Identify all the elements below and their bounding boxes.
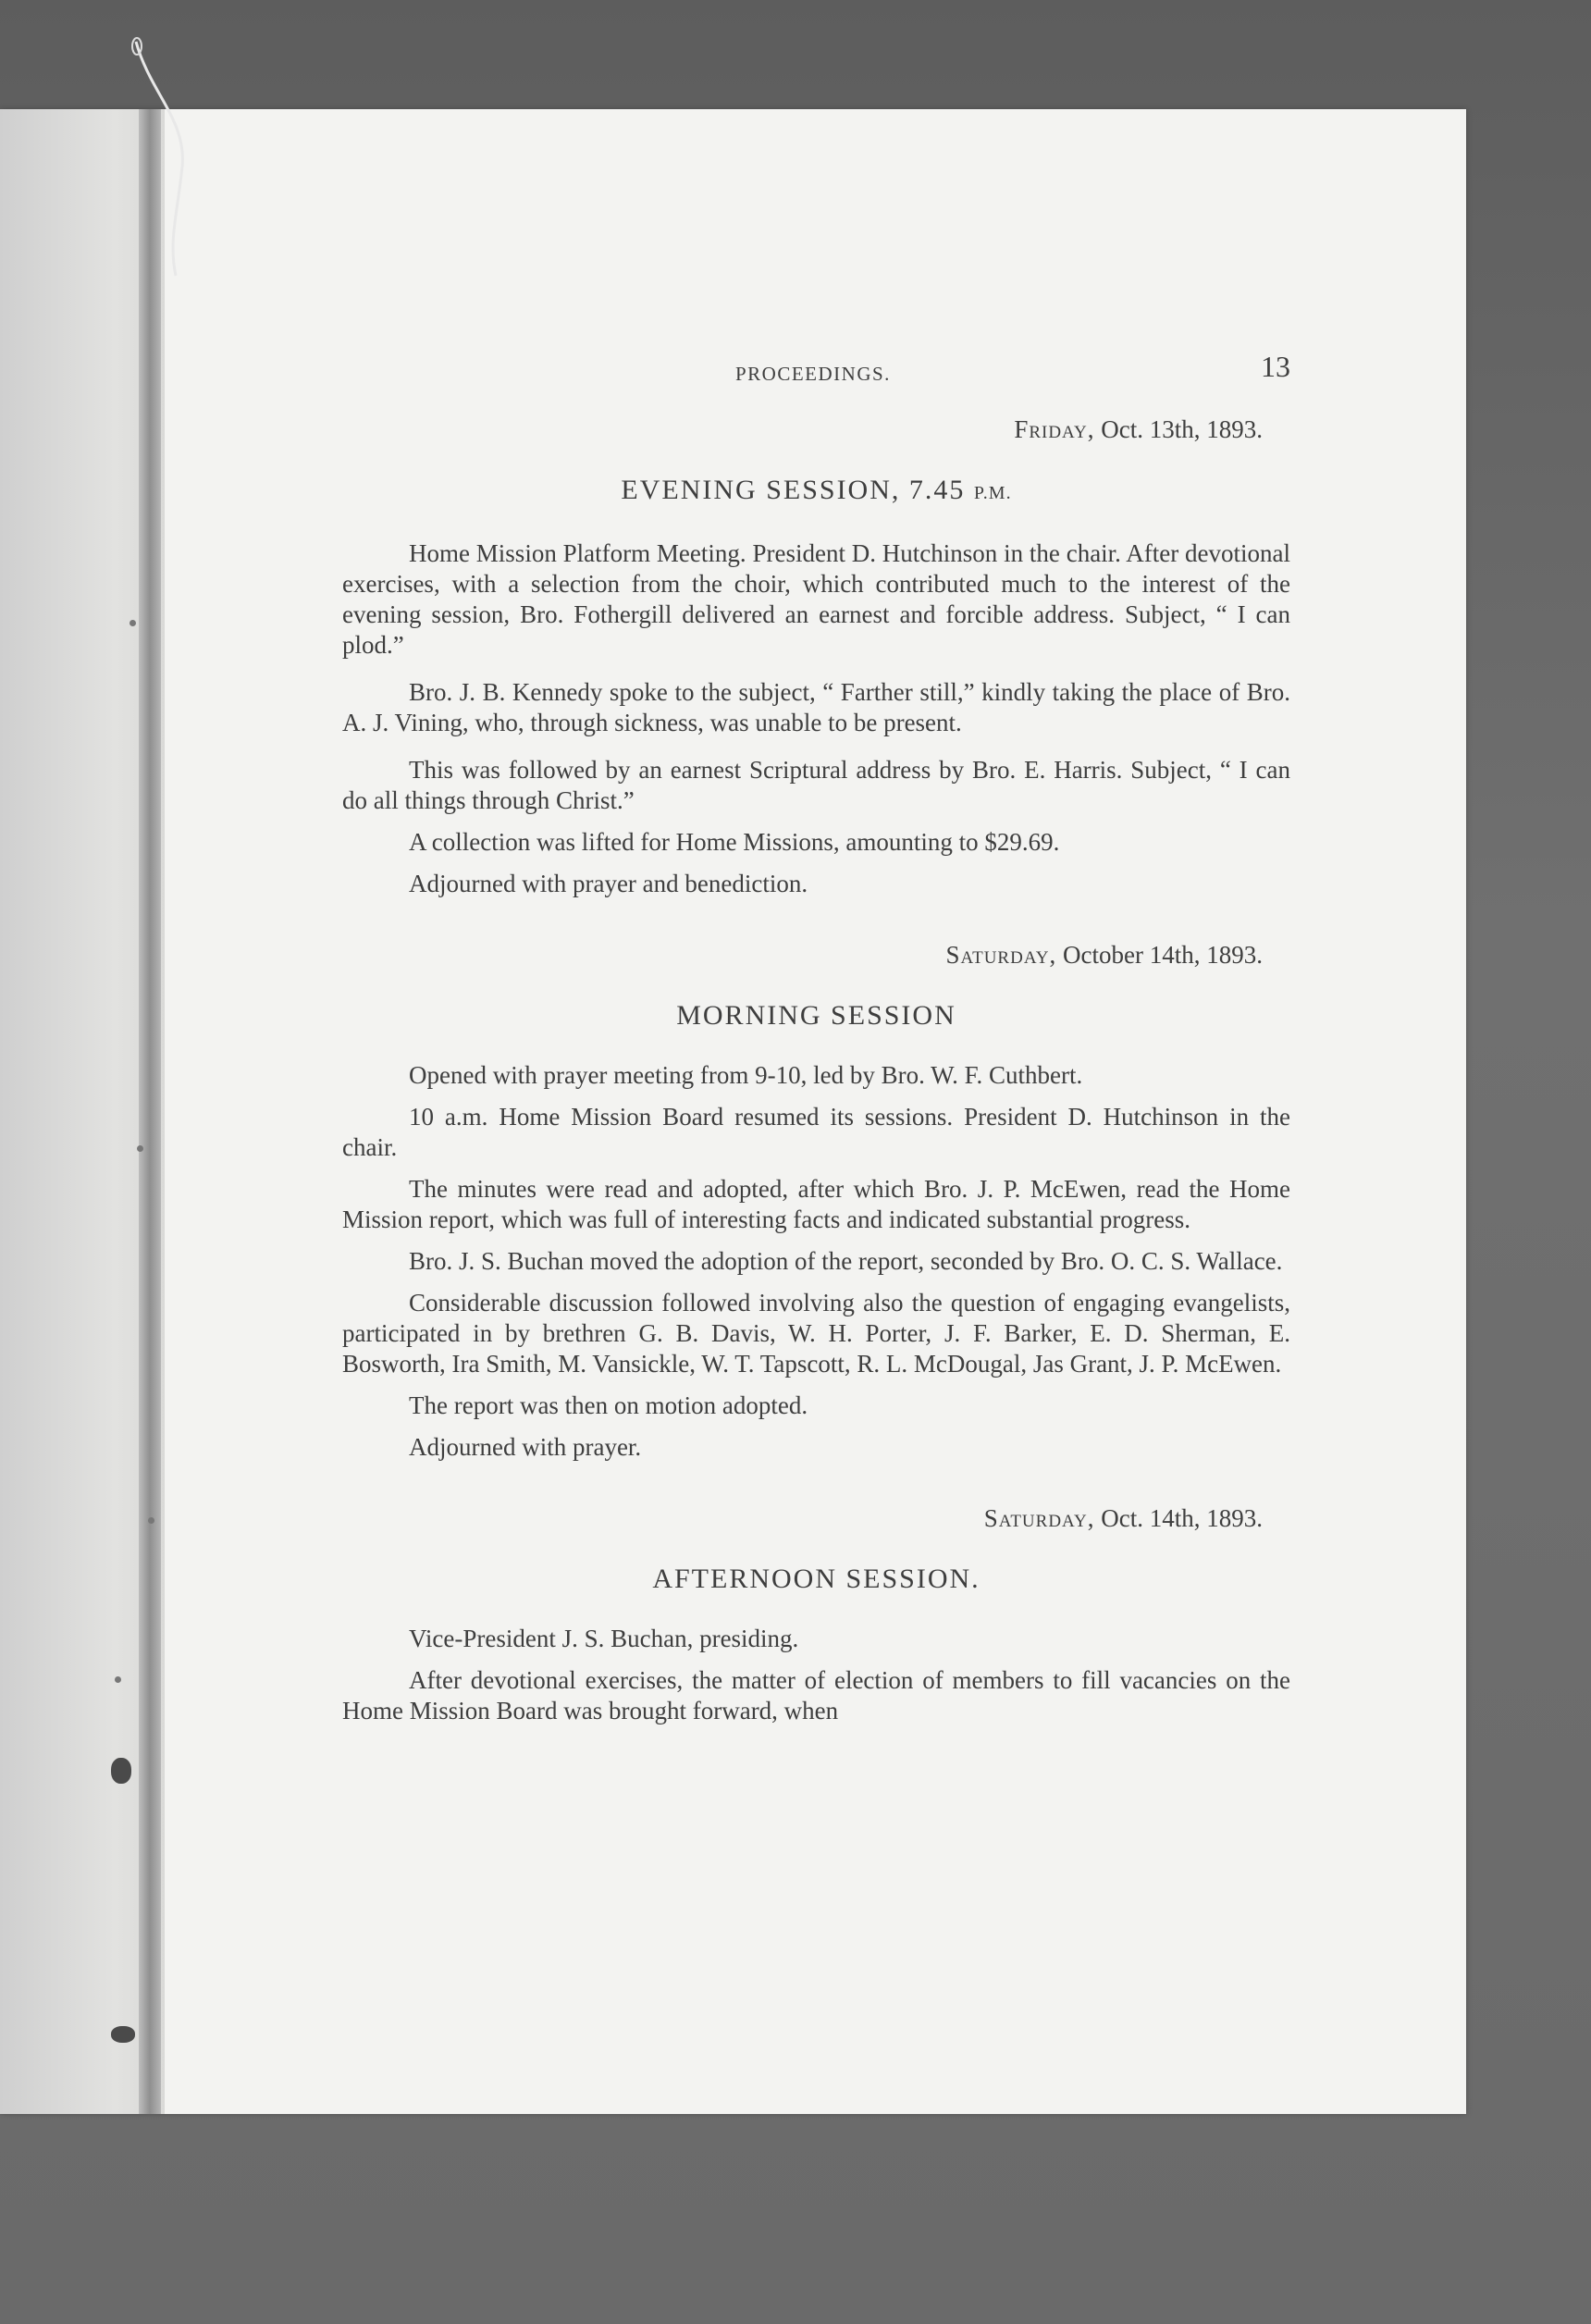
- dateline: [342, 1503, 1263, 1534]
- paragraph: Adjourned with prayer.: [409, 1433, 642, 1461]
- dateline-day: Saturday,: [983, 1504, 1095, 1532]
- paragraph: Bro. J. B. Kennedy spoke to the subject, “ Farther still,” kindly taking the place of Bro. A. J. Vining, who, through sickness, was unable to be present.: [342, 678, 1290, 736]
- session-heading-text: EVENING SESSION, 7.45: [621, 475, 974, 505]
- paragraph: A collection was lifted for Home Missions, amounting to $29.69.: [409, 828, 1060, 856]
- session-heading: [342, 1000, 1290, 1031]
- dateline-date: Oct. 14th, 1893.: [1094, 1504, 1263, 1532]
- dateline-date: October 14th, 1893.: [1056, 941, 1263, 969]
- page-gutter: [139, 109, 161, 2114]
- session-heading: [342, 1564, 1290, 1594]
- page-header: [342, 352, 1290, 389]
- running-head: PROCEEDINGS.: [735, 363, 891, 385]
- dateline-date: Oct. 13th, 1893.: [1094, 415, 1263, 443]
- session-heading-time-suffix: P.M.: [973, 483, 1012, 503]
- paragraph: Opened with prayer meeting from 9-10, led by Bro. W. F. Cuthbert.: [409, 1061, 1083, 1089]
- paragraph: Bro. J. S. Buchan moved the adoption of the report, seconded by Bro. O. C. S. Wallace.: [409, 1247, 1283, 1275]
- margin-speck: [148, 1517, 154, 1524]
- binding-hole: [111, 2026, 135, 2043]
- margin-speck: [137, 1145, 143, 1152]
- paragraph: After devotional exercises, the matter of election of members to fill vacancies on the Home Mission Board was brought forward, when: [342, 1666, 1290, 1724]
- paragraph: The minutes were read and adopted, after which Bro. J. P. McEwen, read the Home Mission report, which was full of interesting facts and indicated substantial progress.: [342, 1175, 1290, 1233]
- dateline-day: Friday,: [1014, 415, 1095, 443]
- session-heading-text: AFTERNOON SESSION.: [652, 1564, 980, 1594]
- paragraph: Considerable discussion followed involving also the question of engaging evangelists, participated in by brethren G. B. Davis, W. H. Porter, J. F. Barker, E. D. Sherman, E. Bosworth, Ira Smith, M. Vansickle, W. T. Tapscott, R. L. McDougal, Jas Grant, J. P. McEwen.: [342, 1289, 1290, 1378]
- paragraph: Adjourned with prayer and benediction.: [409, 870, 808, 897]
- paragraph: The report was then on motion adopted.: [409, 1391, 808, 1419]
- paragraph: 10 a.m. Home Mission Board resumed its sessions. President D. Hutchinson in the chair.: [342, 1103, 1290, 1161]
- binding-thread: [131, 37, 196, 278]
- session-heading-text: MORNING SESSION: [676, 1000, 956, 1031]
- page-number: 13: [1261, 350, 1290, 383]
- page-text: [342, 352, 1290, 1737]
- margin-speck: [115, 1676, 121, 1683]
- binding-hole: [111, 1758, 131, 1784]
- dateline-day: Saturday,: [945, 941, 1057, 969]
- session-heading: [342, 475, 1290, 509]
- paragraph: Home Mission Platform Meeting. President D. Hutchinson in the chair. After devotional exercises, with a selection from the choir, which contributed much to the interest of the evening session, Bro. Fothergill delivered an earnest and forcible address. Subject, “ I can plod.”: [342, 539, 1290, 659]
- dateline: [342, 940, 1263, 970]
- paragraph: This was followed by an earnest Scriptural address by Bro. E. Harris. Subject, “ I can do all things through Christ.”: [342, 756, 1290, 814]
- margin-speck: [130, 620, 136, 626]
- paragraph: Vice-President J. S. Buchan, presiding.: [409, 1625, 799, 1652]
- dateline: [342, 414, 1263, 445]
